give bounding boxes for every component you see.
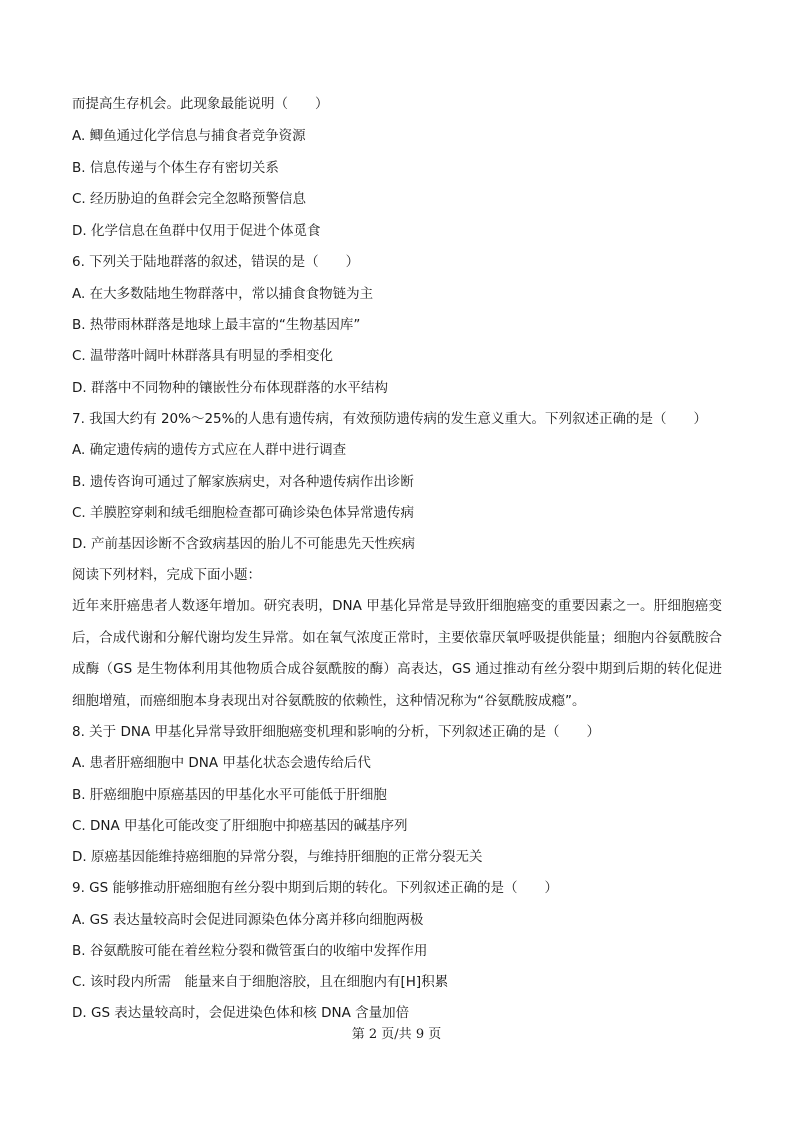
question-5-stem-continued: 而提高生存机会。此现象最能说明（ ）: [72, 96, 329, 112]
question-9-stem: 9. GS 能够推动肝癌细胞有丝分裂中期到后期的转化。下列叙述正确的是（ ）: [72, 880, 558, 896]
question-6-option-d: D. 群落中不同物种的镶嵌性分布体现群落的水平结构: [72, 380, 388, 396]
question-8-option-a: A. 患者肝癌细胞中 DNA 甲基化状态会遗传给后代: [72, 755, 371, 771]
question-5-option-b: B. 信息传递与个体生存有密切关系: [72, 160, 279, 176]
question-7-stem: 7. 我国大约有 20%～25%的人患有遗传病，有效预防遗传病的发生意义重大。下列叙述正确的是（ ）: [72, 411, 707, 427]
question-5-option-c: C. 经历胁迫的鱼群会完全忽略预警信息: [72, 191, 307, 207]
page-number-footer: 第 2 页/共 9 页: [351, 1027, 442, 1042]
question-7-option-b: B. 遗传咨询可通过了解家族病史，对各种遗传病作出诊断: [72, 474, 414, 490]
question-7-option-c: C. 羊膜腔穿刺和绒毛细胞检查都可确诊染色体异常遗传病: [72, 505, 415, 521]
question-9-option-b: B. 谷氨酰胺可能在着丝粒分裂和微管蛋白的收缩中发挥作用: [72, 943, 428, 959]
question-6-stem: 6. 下列关于陆地群落的叙述，错误的是（ ）: [72, 254, 360, 270]
reading-material: 近年来肝癌患者人数逐年增加。研究表明，DNA 甲基化异常是导致肝细胞癌变的重要因素之一。肝细胞癌变后，合成代谢和分解代谢均发生异常。如在氧气浓度正常时，主要依靠厌氧呼吸提供能量；细胞内谷氨酰胺合成酶（GS 是生物体利用其他物质合成谷氨酰胺的酶）高表达，GS 通过推动有丝分裂中期到后期的转化促进细胞增殖，而癌细胞本身表现出对谷氨酰胺的依赖性，这种情况称为“谷氨酰胺成瘾”。: [72, 598, 722, 709]
question-9-option-d: D. GS 表达量较高时，会促进染色体和核 DNA 含量加倍: [72, 1005, 410, 1021]
question-9-option-c: C. 该时段内所需 能量来自于细胞溶胶，且在细胞内有[H]积累: [72, 974, 449, 990]
question-7-option-a: A. 确定遗传病的遗传方式应在人群中进行调查: [72, 442, 347, 458]
question-8-option-d: D. 原癌基因能维持癌细胞的异常分裂，与维持肝细胞的正常分裂无关: [72, 849, 483, 865]
question-6-option-b: B. 热带雨林群落是地球上最丰富的“生物基因库”: [72, 317, 361, 333]
question-8-stem: 8. 关于 DNA 甲基化异常导致肝细胞癌变机理和影响的分析，下列叙述正确的是（ ）: [72, 724, 600, 740]
question-6-option-a: A. 在大多数陆地生物群落中，常以捕食食物链为主: [72, 286, 374, 302]
question-6-option-c: C. 温带落叶阔叶林群落具有明显的季相变化: [72, 348, 334, 364]
question-5-option-d: D. 化学信息在鱼群中仅用于促进个体觅食: [72, 223, 321, 239]
question-9-option-a: A. GS 表达量较高时会促进同源染色体分离并移向细胞两极: [72, 912, 424, 928]
question-7-option-d: D. 产前基因诊断不含致病基因的胎儿不可能患先天性疾病: [72, 536, 415, 552]
question-8-option-c: C. DNA 甲基化可能改变了肝细胞中抑癌基因的碱基序列: [72, 818, 408, 834]
reading-instruction: 阅读下列材料，完成下面小题：: [72, 567, 261, 583]
question-8-option-b: B. 肝癌细胞中原癌基因的甲基化水平可能低于肝细胞: [72, 787, 387, 803]
question-5-option-a: A. 鲫鱼通过化学信息与捕食者竞争资源: [72, 128, 306, 144]
